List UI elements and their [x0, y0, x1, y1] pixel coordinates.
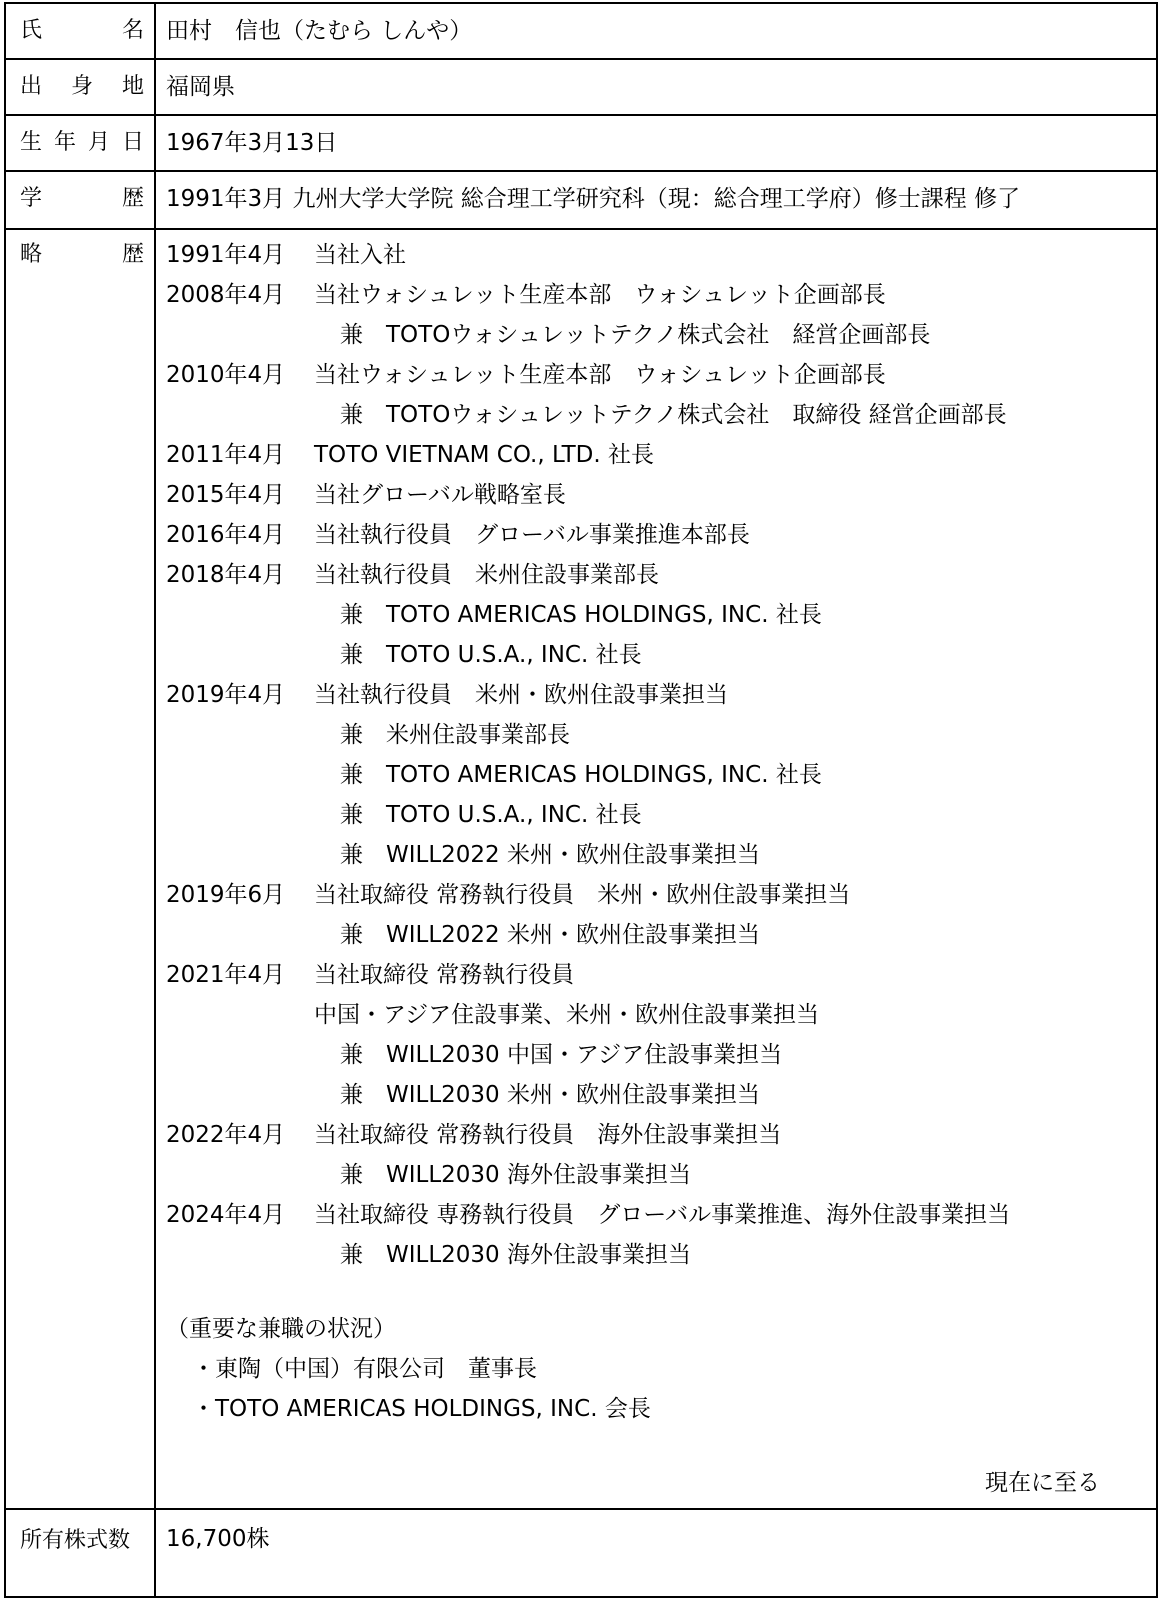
career-entry: [166, 962, 1010, 1002]
career-detail: 当社取締役 専務執行役員 グローバル事業推進、海外住設事業担当: [314, 1202, 1011, 1228]
career-date: 2019年4月: [166, 682, 286, 708]
career-detail: 兼 TOTO U.S.A., INC. 社長: [340, 642, 642, 668]
career-detail: 兼 WILL2030 海外住設事業担当: [340, 1242, 691, 1268]
career-date: 2010年4月: [166, 362, 286, 388]
career-entry: [166, 642, 1010, 682]
career-date: 2024年4月: [166, 1202, 286, 1228]
career-entry: [166, 762, 1010, 802]
label-education: 学 歴: [20, 186, 144, 211]
career-detail: 兼 TOTO AMERICAS HOLDINGS, INC. 社長: [340, 602, 822, 628]
value-education: 1991年3月 九州大学大学院 総合理工学研究科（現：総合理工学府）修士課程 修了: [166, 186, 1021, 212]
row-career: [6, 230, 1156, 1510]
present-note: 現在に至る: [985, 1470, 1100, 1496]
career-entry: [166, 1082, 1010, 1122]
career-entry: [166, 802, 1010, 842]
career-entry: [166, 922, 1010, 962]
career-entry: [166, 722, 1010, 762]
career-detail: 当社執行役員 米州住設事業部長: [314, 562, 659, 588]
career-entry: [166, 482, 1010, 522]
career-detail: 当社取締役 常務執行役員: [314, 962, 575, 988]
career-entry: [166, 1202, 1010, 1242]
career-entry: [166, 842, 1010, 882]
career-detail: 兼 WILL2022 米州・欧州住設事業担当: [340, 922, 760, 948]
career-detail: 兼 米州住設事業部長: [340, 722, 570, 748]
value-birthdate: 1967年3月13日: [166, 130, 338, 156]
career-date: 2008年4月: [166, 282, 286, 308]
career-entry: [166, 882, 1010, 922]
career-detail: 当社取締役 常務執行役員 海外住設事業担当: [314, 1122, 782, 1148]
label-career: 略 歴: [20, 242, 144, 267]
career-detail: 兼 WILL2030 海外住設事業担当: [340, 1162, 691, 1188]
career-entry: [166, 1122, 1010, 1162]
profile-table: [4, 2, 1158, 1598]
career-detail: 兼 TOTO AMERICAS HOLDINGS, INC. 社長: [340, 762, 822, 788]
label-shares: 所有株式数: [20, 1528, 131, 1553]
concurrent-item: ・TOTO AMERICAS HOLDINGS, INC. 会長: [192, 1396, 651, 1422]
career-date: 2015年4月: [166, 482, 286, 508]
row-name: [6, 4, 1156, 60]
career-detail: 兼 TOTO U.S.A., INC. 社長: [340, 802, 642, 828]
career-detail: 当社グローバル戦略室長: [314, 482, 566, 508]
value-name: 田村 信也（たむら しんや）: [166, 18, 473, 44]
column-divider: [154, 4, 156, 1596]
career-detail: TOTO VIETNAM CO., LTD. 社長: [314, 442, 655, 468]
value-birthplace: 福岡県: [166, 74, 235, 100]
career-detail: 当社ウォシュレット生産本部 ウォシュレット企画部長: [314, 282, 886, 308]
career-detail: 兼 TOTOウォシュレットテクノ株式会社 経営企画部長: [340, 322, 931, 348]
career-detail: 兼 WILL2022 米州・欧州住設事業担当: [340, 842, 760, 868]
label-name: 氏 名: [20, 18, 144, 43]
row-birthdate: [6, 116, 1156, 172]
career-entry: [166, 282, 1010, 322]
value-shares: 16,700株: [166, 1526, 270, 1552]
career-detail: 当社ウォシュレット生産本部 ウォシュレット企画部長: [314, 362, 886, 388]
career-date: 2016年4月: [166, 522, 286, 548]
row-birthplace: [6, 60, 1156, 116]
career-detail: 当社取締役 常務執行役員 米州・欧州住設事業担当: [314, 882, 851, 908]
career-date: 1991年4月: [166, 242, 286, 268]
concurrent-item: ・東陶（中国）有限公司 董事長: [192, 1356, 537, 1382]
career-detail: 当社執行役員 米州・欧州住設事業担当: [314, 682, 728, 708]
career-detail: 兼 WILL2030 中国・アジア住設事業担当: [340, 1042, 783, 1068]
career-entry: [166, 242, 1010, 282]
career-entry: [166, 1162, 1010, 1202]
career-entry: [166, 602, 1010, 642]
label-birthplace: 出 身 地: [20, 74, 144, 99]
career-detail: 兼 WILL2030 米州・欧州住設事業担当: [340, 1082, 760, 1108]
career-date: 2018年4月: [166, 562, 286, 588]
career-entry: [166, 682, 1010, 722]
career-entry: [166, 562, 1010, 602]
career-entry: [166, 402, 1010, 442]
career-date: 2021年4月: [166, 962, 286, 988]
label-birthdate: 生 年 月 日: [20, 130, 144, 155]
career-entry: [166, 362, 1010, 402]
row-shares: [6, 1510, 1156, 1598]
career-date: 2011年4月: [166, 442, 286, 468]
career-date: 2019年6月: [166, 882, 286, 908]
career-detail: 兼 TOTOウォシュレットテクノ株式会社 取締役 経営企画部長: [340, 402, 1007, 428]
career-date: 2022年4月: [166, 1122, 286, 1148]
career-entry: [166, 1002, 1010, 1042]
career-entry: [166, 442, 1010, 482]
career-entry: [166, 1242, 1010, 1282]
career-detail: 当社入社: [314, 242, 406, 268]
career-list: [166, 242, 1010, 1436]
career-entry: [166, 322, 1010, 362]
career-detail: 当社執行役員 グローバル事業推進本部長: [314, 522, 750, 548]
career-entry: [166, 1042, 1010, 1082]
career-detail: 中国・アジア住設事業、米州・欧州住設事業担当: [314, 1002, 820, 1028]
row-education: [6, 172, 1156, 230]
career-entry: [166, 522, 1010, 562]
concurrent-heading: （重要な兼職の状況）: [166, 1316, 396, 1342]
